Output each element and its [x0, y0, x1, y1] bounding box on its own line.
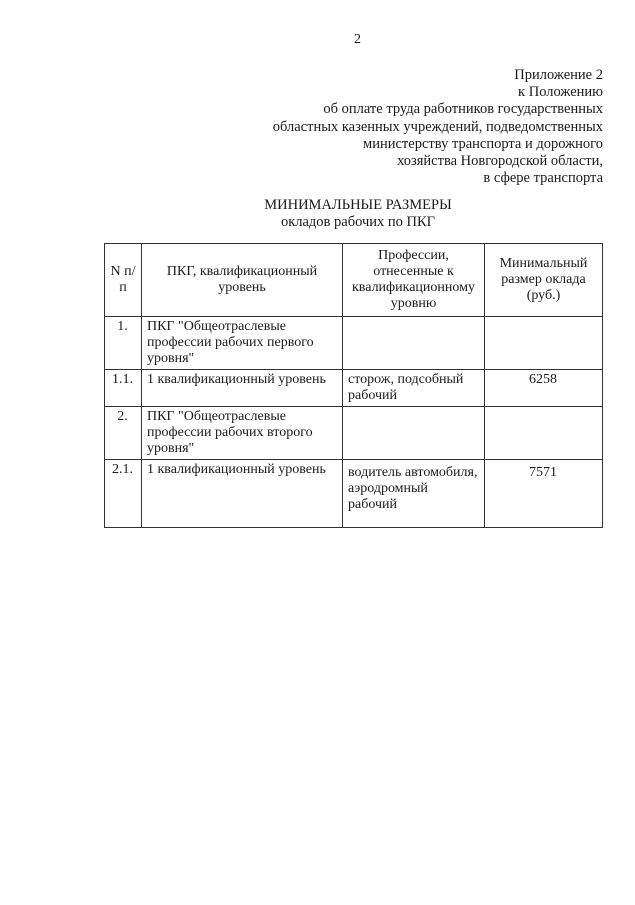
page-number: 2 — [354, 32, 361, 47]
row-num: 1.1. — [105, 370, 142, 407]
table-row — [105, 317, 603, 370]
row-num: 2.1. — [105, 460, 142, 528]
row-num: 2. — [105, 407, 142, 460]
document-title — [198, 197, 518, 231]
row-professions — [343, 317, 485, 370]
appendix-header — [243, 67, 603, 187]
row-pkg: ПКГ "Общеотраслевые профессии рабочих первого уровня" — [142, 317, 343, 370]
table-row — [105, 407, 603, 460]
row-professions: водитель автомобиля, аэродромный рабочий — [343, 460, 485, 528]
row-professions: сторож, подсобный рабочий — [343, 370, 485, 407]
title-line-1: МИНИМАЛЬНЫЕ РАЗМЕРЫ — [264, 197, 452, 213]
header-salary: Минимальный размер оклада (руб.) — [485, 244, 603, 317]
table-header-row — [105, 244, 603, 317]
row-pkg: ПКГ "Общеотраслевые профессии рабочих второго уровня" — [142, 407, 343, 460]
salary-table — [104, 243, 603, 528]
appendix-line: в сфере транспорта — [483, 170, 603, 187]
header-pkg: ПКГ, квалификационный уровень — [142, 244, 343, 317]
row-salary: 7571 — [485, 460, 603, 528]
header-num: N п/п — [105, 244, 142, 317]
table-row — [105, 370, 603, 407]
row-professions — [343, 407, 485, 460]
row-num: 1. — [105, 317, 142, 370]
appendix-line: к Положению — [518, 84, 603, 101]
row-salary — [485, 317, 603, 370]
appendix-line: Приложение 2 — [514, 67, 603, 83]
title-line-2: окладов рабочих по ПКГ — [280, 214, 436, 230]
row-pkg: 1 квалификационный уровень — [142, 460, 343, 528]
header-professions: Профессии, отнесенные к квалификационному уровню — [343, 244, 485, 317]
row-pkg: 1 квалификационный уровень — [142, 370, 343, 407]
row-salary — [485, 407, 603, 460]
appendix-line: об оплате труда работников государственных — [323, 101, 603, 118]
table-row — [105, 460, 603, 528]
row-salary: 6258 — [485, 370, 603, 407]
appendix-line: областных казенных учреждений, подведомственных — [272, 118, 603, 135]
appendix-line: хозяйства Новгородской области, — [397, 153, 603, 170]
appendix-line: министерству транспорта и дорожного — [363, 135, 603, 152]
